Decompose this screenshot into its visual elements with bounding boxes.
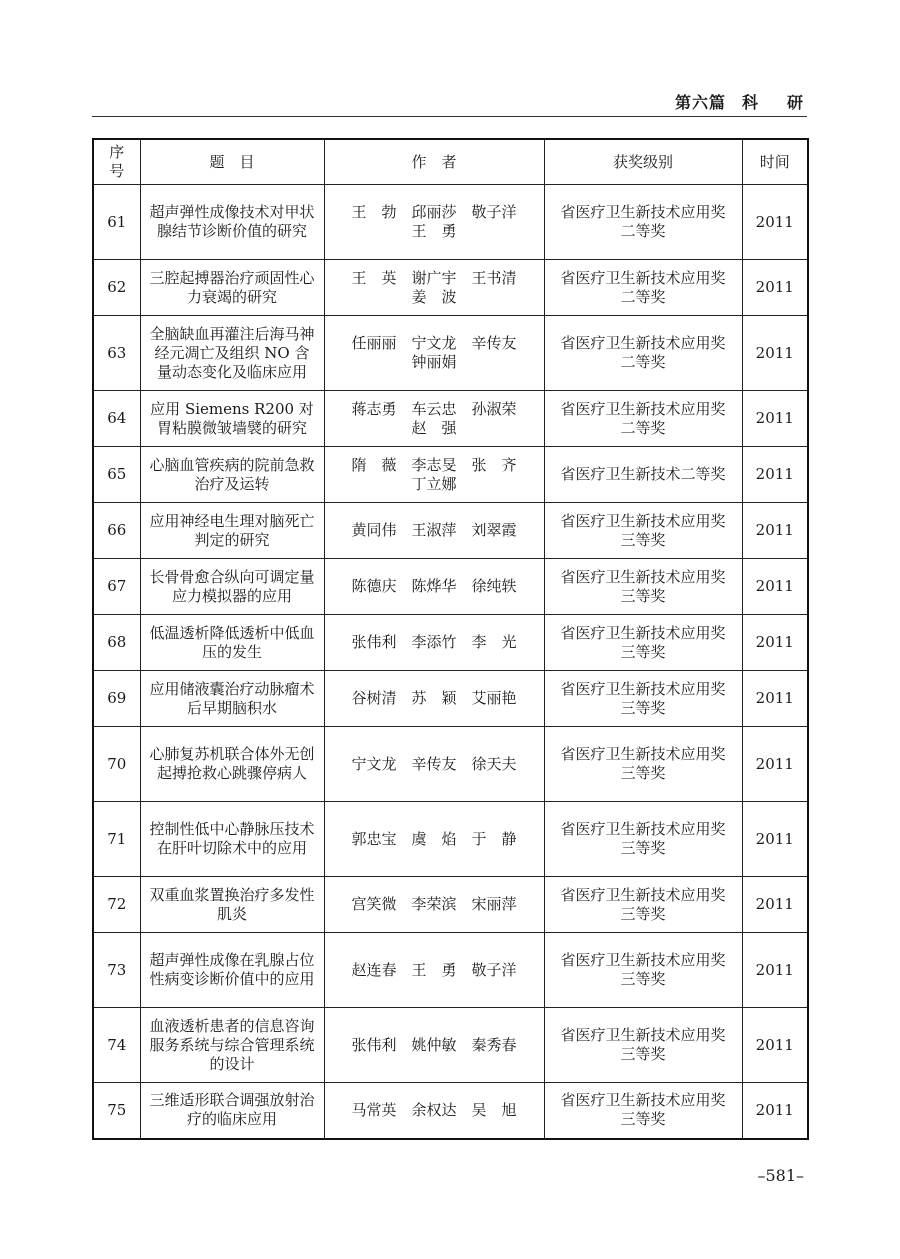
row-year: 2011 <box>742 1008 808 1083</box>
row-number: 69 <box>93 671 140 727</box>
row-authors <box>324 1008 544 1083</box>
row-year: 2011 <box>742 802 808 877</box>
author-line: 郭忠宝 虞 焰 于 静 <box>351 829 517 848</box>
author-line: 宫笑微 李荣滨 宋丽萍 <box>351 895 517 913</box>
table-row <box>93 316 808 391</box>
author-line: 任丽丽 宁文龙 辛传友 <box>351 334 517 352</box>
author-line: 丁立娜 <box>411 474 457 493</box>
table-header-row <box>93 139 808 185</box>
author-line: 张伟利 姚仲敏 秦秀春 <box>351 1035 517 1054</box>
award-line: 省医疗卫生新技术应用奖 <box>560 820 726 838</box>
row-award <box>544 933 742 1008</box>
row-title: 三维适形联合调强放射治疗的临床应用 <box>140 1083 324 1139</box>
row-authors <box>324 1083 544 1139</box>
author-line: 黄同伟 王淑萍 刘翠霞 <box>351 521 517 539</box>
running-head <box>675 90 804 113</box>
row-award <box>544 1008 742 1083</box>
award-line: 省医疗卫生新技术应用奖 <box>560 885 726 904</box>
running-head-section-char2: 研 <box>786 93 804 112</box>
column-header-no: 序号 <box>93 139 140 185</box>
row-award <box>544 802 742 877</box>
award-line: 三等奖 <box>620 530 666 549</box>
award-line: 三等奖 <box>620 642 666 661</box>
row-year: 2011 <box>742 933 808 1008</box>
table-row <box>93 1008 808 1083</box>
row-number: 61 <box>93 185 140 260</box>
row-title: 三腔起搏器治疗顽固性心力衰竭的研究 <box>140 260 324 316</box>
row-year: 2011 <box>742 1083 808 1139</box>
award-line: 省医疗卫生新技术应用奖 <box>560 679 726 698</box>
author-line: 赵连春 王 勇 敬子洋 <box>351 960 517 979</box>
table-body <box>93 185 808 1139</box>
row-title: 超声弹性成像技术对甲状腺结节诊断价值的研究 <box>140 185 324 260</box>
row-title: 血液透析患者的信息咨询服务系统与综合管理系统的设计 <box>140 1008 324 1083</box>
row-number: 62 <box>93 260 140 316</box>
row-award <box>544 559 742 615</box>
row-year: 2011 <box>742 260 808 316</box>
table-row <box>93 559 808 615</box>
author-line: 蒋志勇 车云忠 孙淑荣 <box>351 399 517 418</box>
row-authors <box>324 877 544 933</box>
row-number: 66 <box>93 503 140 559</box>
row-authors <box>324 503 544 559</box>
table-row <box>93 1083 808 1139</box>
running-head-section-char1: 科 <box>741 93 759 112</box>
row-number: 72 <box>93 877 140 933</box>
running-head-part: 第六篇 <box>674 93 726 112</box>
row-authors <box>324 615 544 671</box>
row-title: 心肺复苏机联合体外无创起搏抢救心跳骤停病人 <box>140 727 324 802</box>
row-title: 长骨骨愈合纵向可调定量应力模拟器的应用 <box>140 559 324 615</box>
row-year: 2011 <box>742 615 808 671</box>
row-award <box>544 316 742 391</box>
row-title: 控制性低中心静脉压技术在肝叶切除术中的应用 <box>140 802 324 877</box>
author-line: 王 勃 邱丽莎 敬子洋 <box>351 203 517 221</box>
award-line: 省医疗卫生新技术应用奖 <box>560 623 726 642</box>
award-line: 三等奖 <box>620 1045 666 1063</box>
row-year: 2011 <box>742 316 808 391</box>
table-row <box>93 503 808 559</box>
author-line: 陈德庆 陈烨华 徐纯轶 <box>351 577 517 595</box>
table-row <box>93 185 808 260</box>
author-line: 宁文龙 辛传友 徐天夫 <box>351 754 517 773</box>
row-number: 64 <box>93 391 140 447</box>
table-row <box>93 671 808 727</box>
column-header-year: 时间 <box>742 139 808 185</box>
award-line: 三等奖 <box>620 1110 666 1129</box>
table-row <box>93 391 808 447</box>
header-rule <box>92 116 807 117</box>
page-number: –581– <box>757 1166 804 1185</box>
row-award <box>544 260 742 316</box>
award-line: 省医疗卫生新技术应用奖 <box>560 951 726 969</box>
row-award <box>544 447 742 503</box>
award-line: 省医疗卫生新技术应用奖 <box>560 1091 726 1110</box>
row-authors <box>324 671 544 727</box>
row-title: 双重血浆置换治疗多发性肌炎 <box>140 877 324 933</box>
award-line: 三等奖 <box>620 698 666 717</box>
row-award <box>544 727 742 802</box>
award-line: 三等奖 <box>620 904 666 923</box>
author-line: 王 勇 <box>411 222 457 240</box>
row-year: 2011 <box>742 727 808 802</box>
row-award <box>544 671 742 727</box>
row-number: 71 <box>93 802 140 877</box>
row-title: 低温透析降低透析中低血压的发生 <box>140 615 324 671</box>
row-title: 应用储液囊治疗动脉瘤术后早期脑积水 <box>140 671 324 727</box>
row-authors <box>324 391 544 447</box>
row-award <box>544 1083 742 1139</box>
award-line: 省医疗卫生新技术应用奖 <box>560 399 726 418</box>
row-number: 67 <box>93 559 140 615</box>
author-line: 马常英 余权达 吴 旭 <box>351 1100 517 1119</box>
author-line: 王 英 谢广宇 王书清 <box>351 268 517 287</box>
award-line: 二等奖 <box>620 353 666 371</box>
row-title: 全脑缺血再灌注后海马神经元凋亡及组织 NO 含量动态变化及临床应用 <box>140 316 324 391</box>
row-award <box>544 503 742 559</box>
row-authors <box>324 185 544 260</box>
table-row <box>93 877 808 933</box>
award-line: 省医疗卫生新技术应用奖 <box>560 268 726 287</box>
row-year: 2011 <box>742 877 808 933</box>
row-authors <box>324 447 544 503</box>
row-number: 74 <box>93 1008 140 1083</box>
row-authors <box>324 727 544 802</box>
row-number: 68 <box>93 615 140 671</box>
award-line: 省医疗卫生新技术应用奖 <box>560 745 726 763</box>
author-line: 赵 强 <box>411 418 457 437</box>
column-header-authors: 作 者 <box>324 139 544 185</box>
author-line: 钟丽娟 <box>411 353 457 371</box>
row-title: 超声弹性成像在乳腺占位性病变诊断价值中的应用 <box>140 933 324 1008</box>
row-authors <box>324 559 544 615</box>
table-row <box>93 615 808 671</box>
award-line: 省医疗卫生新技术应用奖 <box>560 567 726 586</box>
row-number: 70 <box>93 727 140 802</box>
award-records-table <box>92 138 809 1140</box>
table-row <box>93 802 808 877</box>
row-authors <box>324 316 544 391</box>
award-line: 省医疗卫生新技术应用奖 <box>560 334 726 352</box>
row-title: 应用 Siemens R200 对胃粘膜微皱墙襞的研究 <box>140 391 324 447</box>
award-line: 三等奖 <box>620 764 666 782</box>
author-line: 谷树清 苏 颖 艾丽艳 <box>351 689 517 707</box>
award-line: 省医疗卫生新技术应用奖 <box>560 511 726 530</box>
author-line: 张伟利 李添竹 李 光 <box>351 633 517 651</box>
award-line: 三等奖 <box>620 586 666 605</box>
row-number: 75 <box>93 1083 140 1139</box>
column-header-award: 获奖级别 <box>544 139 742 185</box>
row-year: 2011 <box>742 391 808 447</box>
award-line: 省医疗卫生新技术二等奖 <box>560 465 726 483</box>
award-line: 三等奖 <box>620 970 666 988</box>
row-authors <box>324 260 544 316</box>
author-line: 姜 波 <box>411 287 457 306</box>
award-line: 二等奖 <box>620 222 666 240</box>
table-row <box>93 727 808 802</box>
author-line: 隋 薇 李志旻 张 齐 <box>351 455 517 474</box>
row-authors <box>324 802 544 877</box>
row-number: 65 <box>93 447 140 503</box>
row-award <box>544 877 742 933</box>
row-award <box>544 185 742 260</box>
row-year: 2011 <box>742 447 808 503</box>
award-line: 省医疗卫生新技术应用奖 <box>560 1026 726 1044</box>
table-row <box>93 447 808 503</box>
row-award <box>544 391 742 447</box>
table-row <box>93 260 808 316</box>
award-line: 省医疗卫生新技术应用奖 <box>560 203 726 221</box>
row-year: 2011 <box>742 503 808 559</box>
row-year: 2011 <box>742 185 808 260</box>
row-award <box>544 615 742 671</box>
award-line: 二等奖 <box>620 418 666 437</box>
row-title: 应用神经电生理对脑死亡判定的研究 <box>140 503 324 559</box>
award-line: 二等奖 <box>620 287 666 306</box>
award-line: 三等奖 <box>620 839 666 857</box>
table-row <box>93 933 808 1008</box>
row-authors <box>324 933 544 1008</box>
row-title: 心脑血管疾病的院前急救治疗及运转 <box>140 447 324 503</box>
row-year: 2011 <box>742 559 808 615</box>
column-header-title: 题 目 <box>140 139 324 185</box>
row-number: 73 <box>93 933 140 1008</box>
row-number: 63 <box>93 316 140 391</box>
row-year: 2011 <box>742 671 808 727</box>
